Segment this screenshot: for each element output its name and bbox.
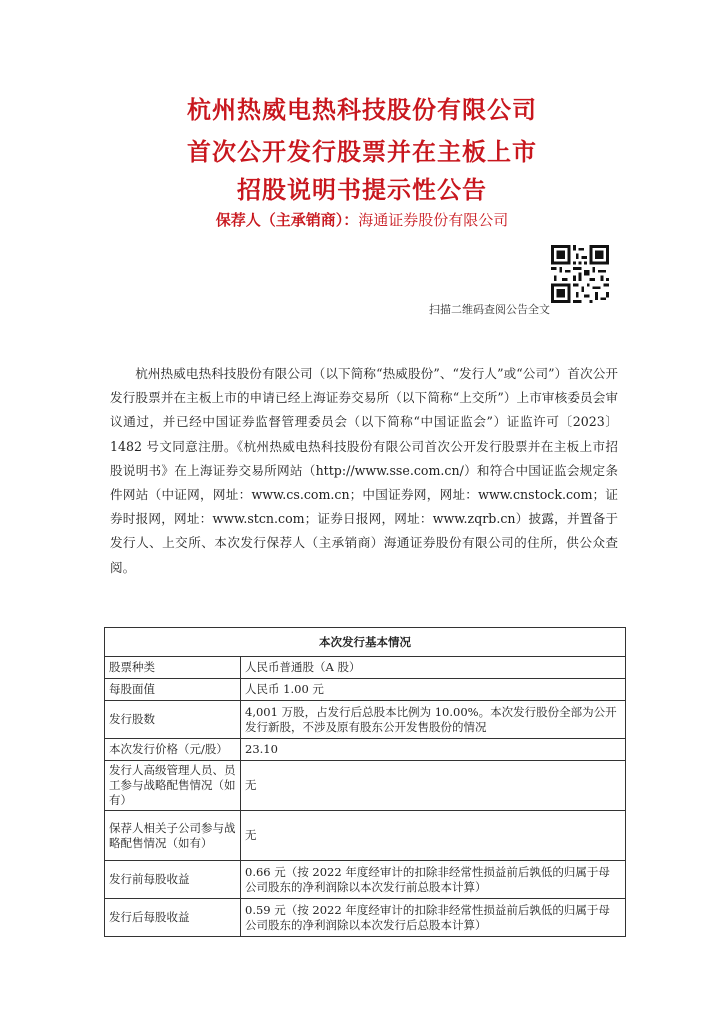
row-label: 保荐人相关子公司参与战略配售情况（如有） — [105, 811, 241, 861]
offering-info-table — [104, 627, 626, 937]
row-value: 无 — [241, 811, 626, 861]
title-offering: 首次公开发行股票并在主板上市 — [187, 138, 537, 166]
body-paragraph: 杭州热威电热科技股份有限公司（以下简称“热威股份”、“发行人”或“公司”）首次公开发行股票并在主板上市的申请已经上海证券交易所（以下简称“上交所”）上市审核委员会审议通过，并已经中国证券监督管理委员会（以下简称“中国证监会”）证监许可〔2023〕1482 号文同意注册。《杭州热威电热科技股份有限公司首次公开发行股票并在主板上市招股说明书》在上海证券交易所网站（http://www.sse.com.cn/）和符合中国证监会规定条件网站（中证网，网址：www.cs.com.cn；中国证券网，网址：www.cnstock.com；证券时报网，网址：www.stcn.com；证券日报网，网址：www.zqrb.cn）披露，并置备于发行人、上交所、本次发行保荐人（主承销商）海通证券股份有限公司的住所，供公众查阅。 — [110, 366, 618, 575]
row-label: 发行人高级管理人员、员工参与战略配售情况（如有） — [105, 761, 241, 811]
table-heading: 本次发行基本情况 — [105, 628, 626, 657]
qr-caption: 扫描二维码查阅公告全文 — [429, 303, 550, 316]
row-value: 4,001 万股，占发行后总股本比例为 10.00%。本次发行股份全部为公开发行新股，不涉及原有股东公开发售股份的情况 — [241, 701, 626, 739]
table-row — [105, 739, 626, 761]
table-row — [105, 657, 626, 679]
table-header-row — [105, 628, 626, 657]
sponsor-name: 海通证券股份有限公司 — [358, 211, 509, 229]
table-row — [105, 899, 626, 937]
table-row — [105, 811, 626, 861]
row-label: 发行后每股收益 — [105, 899, 241, 937]
title-company: 杭州热威电热科技股份有限公司 — [187, 96, 537, 124]
row-value: 人民币普通股（A 股） — [241, 657, 626, 679]
row-label: 发行前每股收益 — [105, 861, 241, 899]
row-label: 股票种类 — [105, 657, 241, 679]
table-row — [105, 701, 626, 739]
row-label: 每股面值 — [105, 679, 241, 701]
row-value: 人民币 1.00 元 — [241, 679, 626, 701]
row-label: 本次发行价格（元/股） — [105, 739, 241, 761]
sponsor-line — [0, 209, 724, 230]
row-value: 23.10 — [241, 739, 626, 761]
row-value: 0.66 元（按 2022 年度经审计的扣除非经常性损益前后孰低的归属于母公司股东的净利润除以本次发行前总股本计算） — [241, 861, 626, 899]
table-row — [105, 679, 626, 701]
row-value: 无 — [241, 761, 626, 811]
sponsor-label: 保荐人（主承销商）： — [215, 211, 359, 229]
table-row — [105, 761, 626, 811]
qr-code-icon[interactable] — [551, 245, 609, 303]
title-announcement: 招股说明书提示性公告 — [237, 176, 487, 204]
row-label: 发行股数 — [105, 701, 241, 739]
row-value: 0.59 元（按 2022 年度经审计的扣除非经常性损益前后孰低的归属于母公司股东的净利润除以本次发行后总股本计算） — [241, 899, 626, 937]
table-row — [105, 861, 626, 899]
